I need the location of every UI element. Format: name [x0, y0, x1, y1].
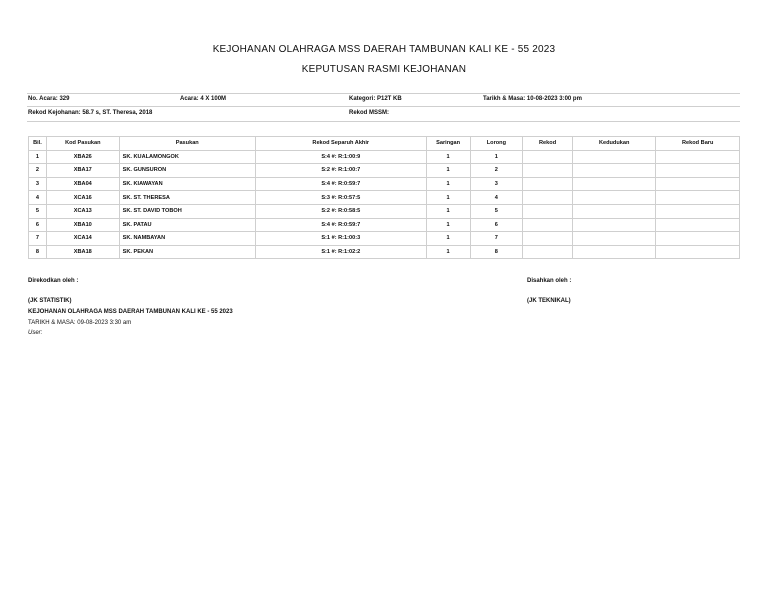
cell-rekod: [523, 204, 573, 218]
event-number: No. Acara: 329: [28, 96, 70, 102]
cell-rekod-baru: [656, 164, 740, 178]
cell-saringan: 1: [426, 191, 470, 205]
event-name: Acara: 4 X 100M: [180, 96, 227, 102]
cell-rekod: [523, 232, 573, 246]
footer-print-datetime: TARIKH & MASA: 09-08-2023 3:30 am: [28, 320, 132, 326]
cell-kedudukan: [572, 164, 655, 178]
divider-mid: [27, 106, 740, 107]
table-row: [29, 164, 740, 178]
cell-pasukan: SK. PEKAN: [119, 245, 255, 259]
jk-statistik-label: (JK STATISTIK): [28, 298, 72, 304]
table-row: [29, 150, 740, 164]
cell-rekod: [523, 177, 573, 191]
table-row: [29, 245, 740, 259]
cell-saringan: 1: [426, 204, 470, 218]
cell-kedudukan: [572, 191, 655, 205]
table-row: [29, 177, 740, 191]
cell-lorong: 7: [470, 232, 523, 246]
cell-saringan: 1: [426, 218, 470, 232]
cell-rekod-baru: [656, 218, 740, 232]
cell-kod: XBA10: [46, 218, 119, 232]
cell-bil: 8: [29, 245, 47, 259]
col-rekod-baru: Rekod Baru: [656, 137, 740, 151]
divider-top: [27, 93, 740, 94]
col-rekod: Rekod: [523, 137, 573, 151]
cell-bil: 6: [29, 218, 47, 232]
event-datetime: Tarikh & Masa: 10-08-2023 3:00 pm: [483, 96, 582, 102]
col-kedudukan: Kedudukan: [572, 137, 655, 151]
page-title: KEJOHANAN OLAHRAGA MSS DAERAH TAMBUNAN KALI KE - 55 2023: [212, 44, 556, 55]
cell-pasukan: SK. PATAU: [119, 218, 255, 232]
cell-rekod: [523, 218, 573, 232]
cell-kod: XCA13: [46, 204, 119, 218]
table-row: [29, 218, 740, 232]
cell-bil: 4: [29, 191, 47, 205]
cell-kedudukan: [572, 177, 655, 191]
cell-kedudukan: [572, 245, 655, 259]
col-bil: Bil.: [29, 137, 47, 151]
cell-bil: 5: [29, 204, 47, 218]
cell-kod: XCA14: [46, 232, 119, 246]
cell-rekod: [523, 164, 573, 178]
cell-lorong: 3: [470, 177, 523, 191]
divider-bottom: [27, 121, 740, 122]
table-row: [29, 232, 740, 246]
cell-rekod: [523, 150, 573, 164]
cell-bil: 3: [29, 177, 47, 191]
cell-rekod-baru: [656, 204, 740, 218]
recorded-by-label: Direkodkan oleh :: [28, 278, 79, 284]
cell-lorong: 8: [470, 245, 523, 259]
cell-lorong: 5: [470, 204, 523, 218]
cell-lorong: 6: [470, 218, 523, 232]
cell-kod: XBA18: [46, 245, 119, 259]
cell-kedudukan: [572, 218, 655, 232]
cell-kod: XBA17: [46, 164, 119, 178]
cell-kedudukan: [572, 150, 655, 164]
mssm-record: Rekod MSSM:: [349, 110, 390, 116]
event-category: Kategori: P12T KB: [349, 96, 402, 102]
results-table: [28, 136, 740, 259]
jk-teknikal-label: (JK TEKNIKAL): [527, 298, 571, 304]
col-lorong: Lorong: [470, 137, 523, 151]
cell-kod: XCA16: [46, 191, 119, 205]
cell-pasukan: SK. KIAWAYAN: [119, 177, 255, 191]
table-header-row: [29, 137, 740, 151]
col-pasukan: Pasukan: [119, 137, 255, 151]
cell-rekod-sa: S:1 #: R:1:02:2: [255, 245, 426, 259]
cell-rekod-sa: S:4 #: R:0:59:7: [255, 218, 426, 232]
cell-rekod-baru: [656, 177, 740, 191]
cell-pasukan: SK. ST. DAVID TOBOH: [119, 204, 255, 218]
cell-saringan: 1: [426, 150, 470, 164]
cell-rekod-baru: [656, 232, 740, 246]
cell-saringan: 1: [426, 232, 470, 246]
cell-bil: 2: [29, 164, 47, 178]
cell-rekod: [523, 245, 573, 259]
cell-pasukan: SK. GUNSURON: [119, 164, 255, 178]
cell-kod: XBA26: [46, 150, 119, 164]
cell-saringan: 1: [426, 245, 470, 259]
cell-saringan: 1: [426, 177, 470, 191]
footer-event-line: KEJOHANAN OLAHRAGA MSS DAERAH TAMBUNAN KALI KE - 55 2023: [28, 309, 233, 315]
cell-rekod-sa: S:4 #: R:0:59:7: [255, 177, 426, 191]
cell-rekod-sa: S:4 #: R:1:00:9: [255, 150, 426, 164]
cell-bil: 1: [29, 150, 47, 164]
footer-user: User:: [28, 330, 43, 336]
cell-rekod-sa: S:1 #: R:1:00:3: [255, 232, 426, 246]
cell-kedudukan: [572, 232, 655, 246]
cell-pasukan: SK. ST. THERESA: [119, 191, 255, 205]
table-row: [29, 204, 740, 218]
cell-lorong: 1: [470, 150, 523, 164]
col-kod-pasukan: Kod Pasukan: [46, 137, 119, 151]
cell-rekod-baru: [656, 245, 740, 259]
col-saringan: Saringan: [426, 137, 470, 151]
cell-rekod-sa: S:2 #: R:0:58:5: [255, 204, 426, 218]
cell-kod: XBA04: [46, 177, 119, 191]
col-rekod-separuh-akhir: Rekod Separuh Akhir: [255, 137, 426, 151]
cell-rekod-sa: S:3 #: R:0:57:5: [255, 191, 426, 205]
cell-rekod-baru: [656, 150, 740, 164]
page-subtitle: KEPUTUSAN RASMI KEJOHANAN: [301, 64, 467, 75]
cell-pasukan: SK. KUALAMONGOK: [119, 150, 255, 164]
cell-kedudukan: [572, 204, 655, 218]
cell-lorong: 2: [470, 164, 523, 178]
approved-by-label: Disahkan oleh :: [527, 278, 572, 284]
cell-bil: 7: [29, 232, 47, 246]
cell-pasukan: SK. NAMBAYAN: [119, 232, 255, 246]
cell-lorong: 4: [470, 191, 523, 205]
championship-record: Rekod Kejohanan: 58.7 s, ST. Theresa, 2018: [28, 110, 153, 116]
cell-saringan: 1: [426, 164, 470, 178]
cell-rekod-baru: [656, 191, 740, 205]
cell-rekod: [523, 191, 573, 205]
cell-rekod-sa: S:2 #: R:1:00:7: [255, 164, 426, 178]
table-row: [29, 191, 740, 205]
